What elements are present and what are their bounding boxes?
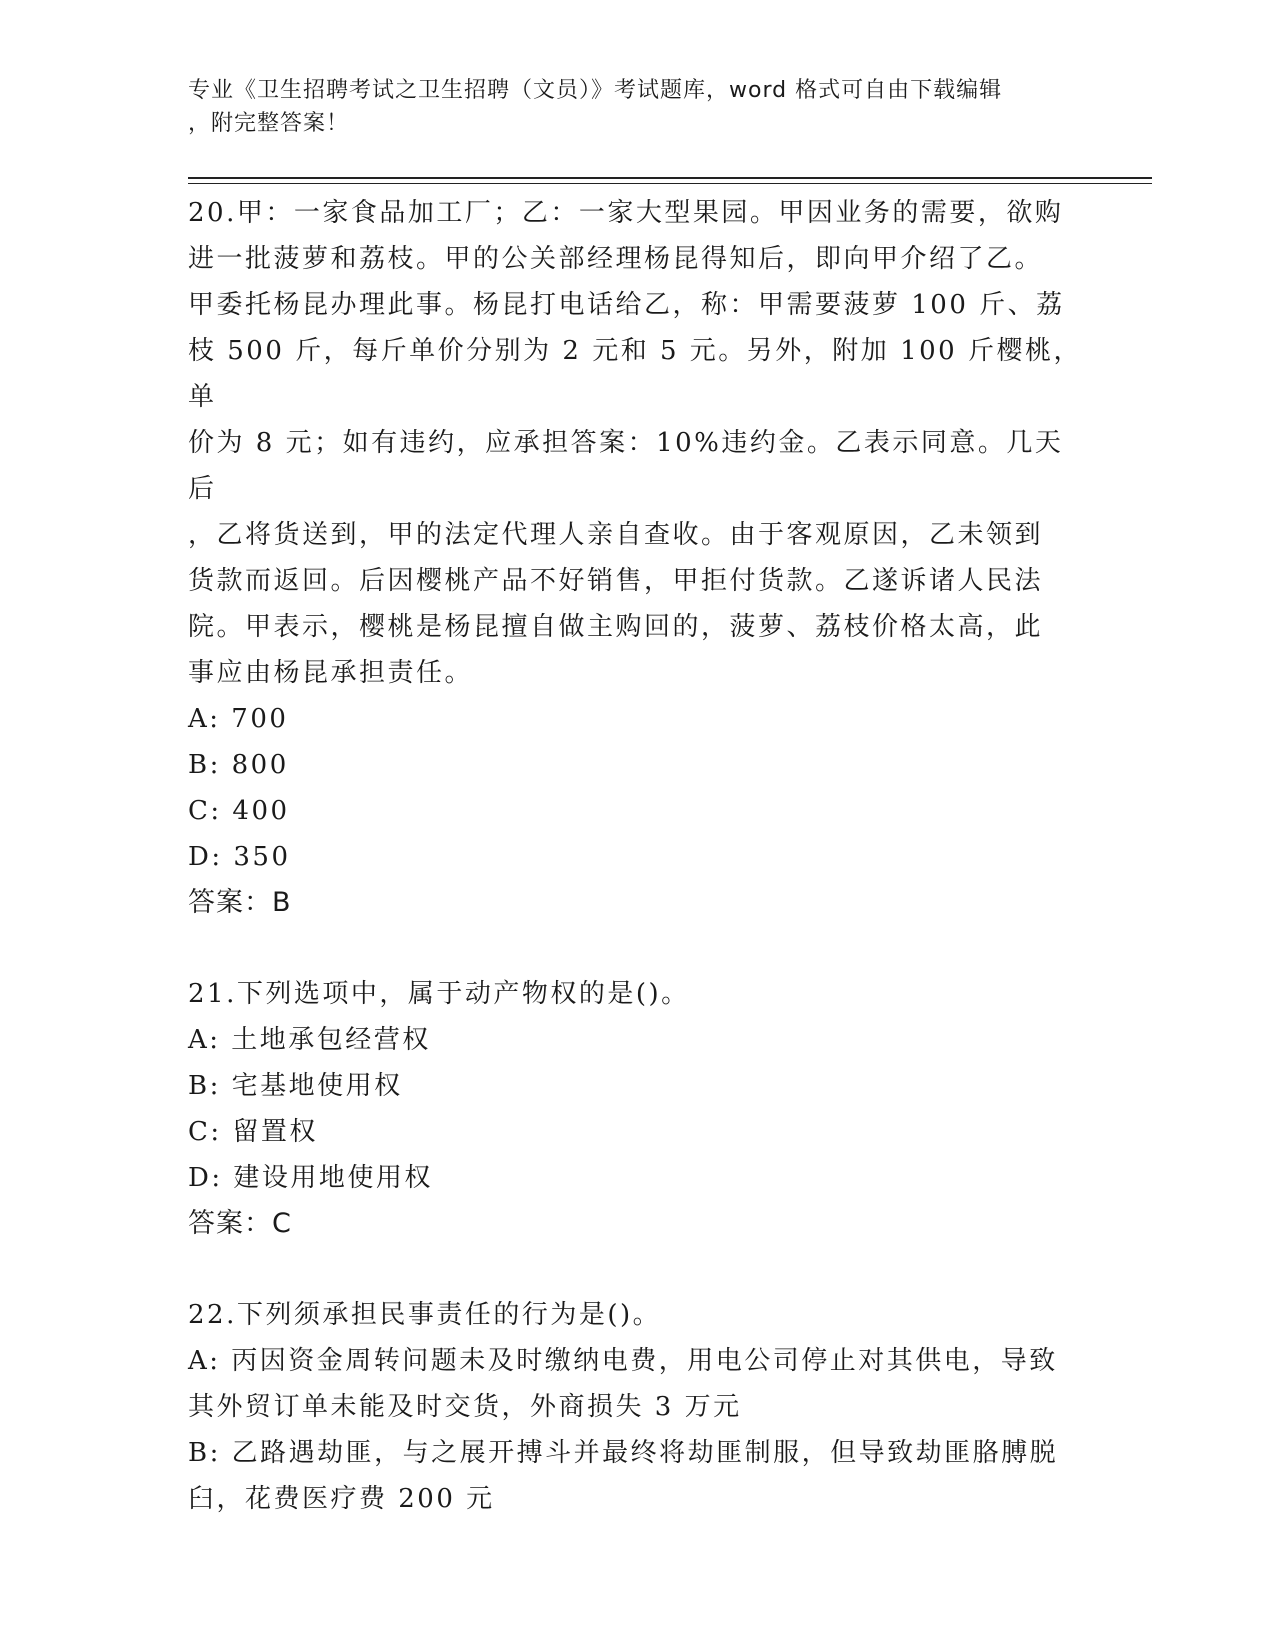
option-b-continued: 臼，花费医疗费 200 元 <box>188 1484 495 1514</box>
question-stem-line: 价为 8 元；如有违约，应承担答案：10%违约金。乙表示同意。几天后 <box>188 428 1064 504</box>
option-d: D: 建设用地使用权 <box>188 1163 433 1193</box>
option-c: C: 留置权 <box>188 1117 318 1147</box>
question-list <box>188 190 1088 1522</box>
option-c: C: 400 <box>188 796 290 826</box>
option-a: A: 700 <box>188 704 289 734</box>
answer-line: 答案：C <box>188 1208 292 1239</box>
option-b: B: 宅基地使用权 <box>188 1071 403 1101</box>
question-stem-line: 甲委托杨昆办理此事。杨昆打电话给乙，称：甲需要菠萝 100 斤、荔 <box>188 290 1065 320</box>
option-b: B: 800 <box>188 750 289 780</box>
option-a-continued: 其外贸订单未能及时交货，外商损失 3 万元 <box>188 1392 742 1422</box>
header-divider-thick <box>188 177 1152 179</box>
header-line-2: ，附完整答案！ <box>188 111 350 136</box>
question-21 <box>188 971 1088 1247</box>
header-divider-thin <box>188 183 1152 184</box>
question-stem-line: 20.甲：一家食品加工厂；乙：一家大型果园。甲因业务的需要，欲购 <box>188 198 1064 228</box>
question-stem-line: 货款而返回。后因樱桃产品不好销售，甲拒付货款。乙遂诉诸人民法 <box>188 566 1044 596</box>
question-spacer <box>188 926 1088 971</box>
question-stem-line: 21.下列选项中，属于动产物权的是()。 <box>188 979 690 1009</box>
question-stem-line: 院。甲表示，樱桃是杨昆擅自做主购回的，菠萝、荔枝价格太高，此 <box>188 612 1044 642</box>
question-22 <box>188 1292 1088 1522</box>
question-spacer <box>188 1247 1088 1292</box>
option-b: B: 乙路遇劫匪，与之展开搏斗并最终将劫匪制服，但导致劫匪胳膊脱 <box>188 1438 1059 1468</box>
option-a: A: 土地承包经营权 <box>188 1025 431 1055</box>
answer-line: 答案：B <box>188 887 292 918</box>
header-line-1: 专业《卫生招聘考试之卫生招聘（文员）》考试题库，word 格式可自由下载编辑 <box>188 78 1003 103</box>
question-stem-line: 枝 500 斤，每斤单价分别为 2 元和 5 元。另外，附加 100 斤樱桃，单 <box>188 336 1082 412</box>
question-20 <box>188 190 1088 926</box>
question-stem-line: 22.下列须承担民事责任的行为是()。 <box>188 1300 662 1330</box>
question-stem-line: 进一批菠萝和荔枝。甲的公关部经理杨昆得知后，即向甲介绍了乙。 <box>188 244 1044 274</box>
question-stem-line: ，乙将货送到，甲的法定代理人亲自查收。由于客观原因，乙未领到 <box>188 520 1044 550</box>
option-a: A: 丙因资金周转问题未及时缴纳电费，用电公司停止对其供电，导致 <box>188 1346 1058 1376</box>
document-header <box>188 74 1068 140</box>
option-d: D: 350 <box>188 842 291 872</box>
question-stem-line: 事应由杨昆承担责任。 <box>188 658 474 688</box>
